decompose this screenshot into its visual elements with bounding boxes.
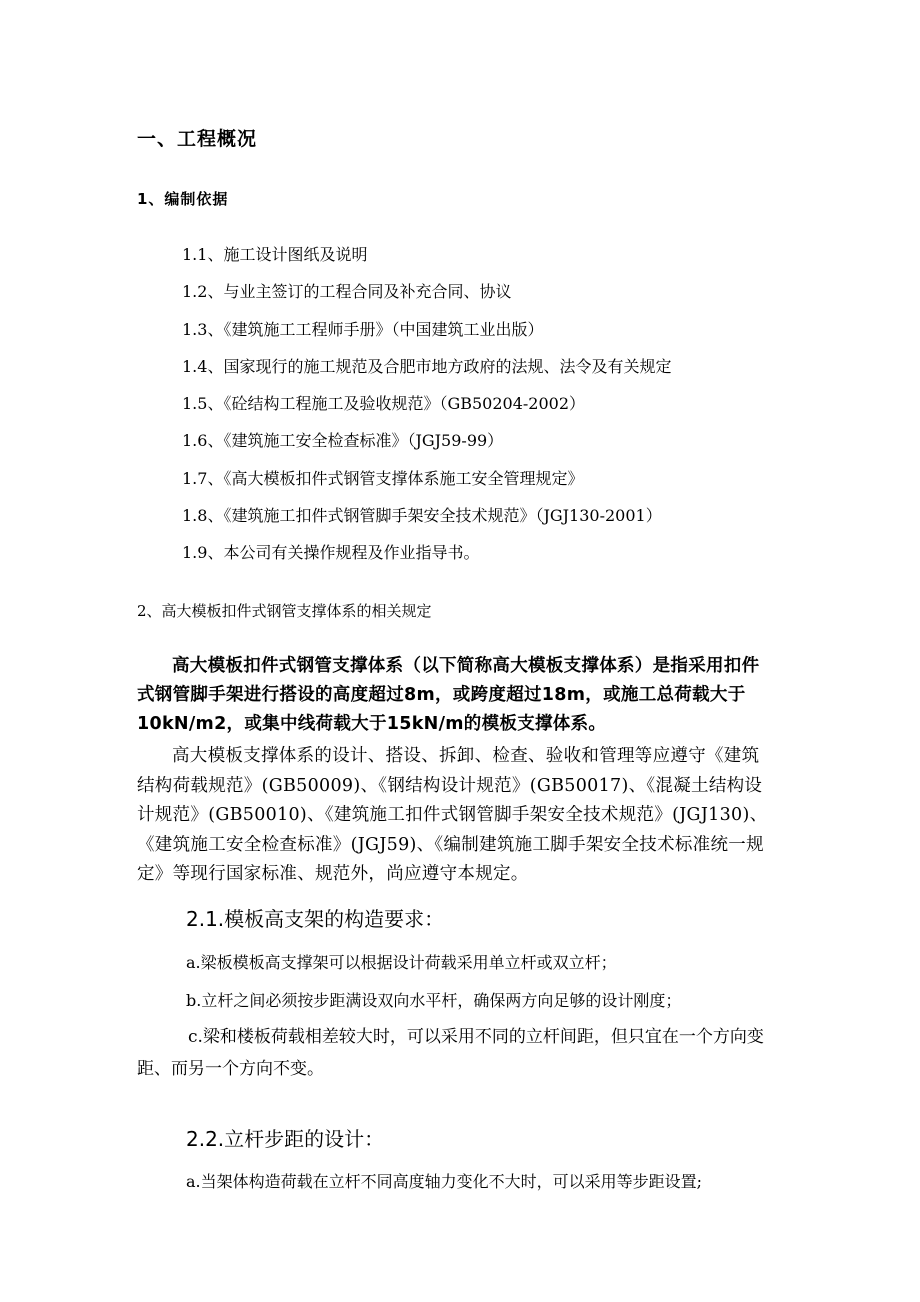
basis-item: 1.9、本公司有关操作规程及作业指导书。 bbox=[182, 543, 480, 563]
requirement-item-a: a.梁板模板高支撑架可以根据设计荷载采用单立杆或双立杆； bbox=[186, 953, 617, 972]
basis-item: 1.6、《建筑施工安全检查标准》（JGJ59-99） bbox=[182, 431, 504, 451]
basis-item: 1.3、《建筑施工工程师手册》（中国建筑工业出版） bbox=[182, 319, 544, 339]
basis-item: 1.4、国家现行的施工规范及合肥市地方政府的法规、法令及有关规定 bbox=[182, 356, 672, 376]
basis-item: 1.1、施工设计图纸及说明 bbox=[182, 245, 368, 264]
definition-paragraph: 高大模板扣件式钢管支撑体系（以下简称高大模板支撑体系）是指采用扣件式钢管脚手架进行搭设的高度超过8m，或跨度超过18m，或施工总荷载大于10kN/m2，或集中线荷载大于15kN/m的模板支撑体系。 bbox=[137, 656, 760, 734]
subsection-title-2-1: 2.1.模板高支架的构造要求： bbox=[186, 907, 445, 931]
basis-item: 1.5、《砼结构工程施工及验收规范》（GB50204-2002） bbox=[182, 394, 586, 414]
requirement-item-b: b.立杆之间必须按步距满设双向水平杆，确保两方向足够的设计刚度； bbox=[186, 991, 682, 1010]
basis-item: 1.2、与业主签订的工程合同及补充合同、协议 bbox=[182, 282, 512, 302]
basis-list bbox=[182, 243, 671, 579]
section-basis-title: 1、编制依据 bbox=[137, 190, 229, 208]
standards-paragraph: 高大模板支撑体系的设计、搭设、拆卸、检查、验收和管理等应遵守《建筑结构荷载规范》(GB50009)、《钢结构设计规范》(GB50017)、《混凝土结构设计规范》(GB50010)、《建筑施工扣件式钢管脚手架安全技术规范》(JGJ130)、《建筑施工安全检查标准》(JGJ59)、《编制建筑施工脚手架安全技术标准统一规定》等现行国家标准、规范外，尚应遵守本规定。 bbox=[137, 746, 768, 884]
basis-item: 1.8、《建筑施工扣件式钢管脚手架安全技术规范》（JGJ130-2001） bbox=[182, 506, 662, 526]
subsection-title-2-2: 2.2.立杆步距的设计： bbox=[186, 1127, 385, 1151]
basis-item: 1.7、《高大模板扣件式钢管支撑体系施工安全管理规定》 bbox=[182, 468, 584, 488]
step-item-a: a.当架体构造荷载在立杆不同高度轴力变化不大时，可以采用等步距设置; bbox=[186, 1172, 703, 1191]
section-regulations-title: 2、高大模板扣件式钢管支撑体系的相关规定 bbox=[137, 602, 432, 620]
chapter-heading: 一、工程概况 bbox=[137, 128, 258, 150]
requirement-item-c: c.梁和楼板荷载相差较大时，可以采用不同的立杆间距，但只宜在一个方向变距、而另一个方向不变。 bbox=[137, 1027, 764, 1079]
